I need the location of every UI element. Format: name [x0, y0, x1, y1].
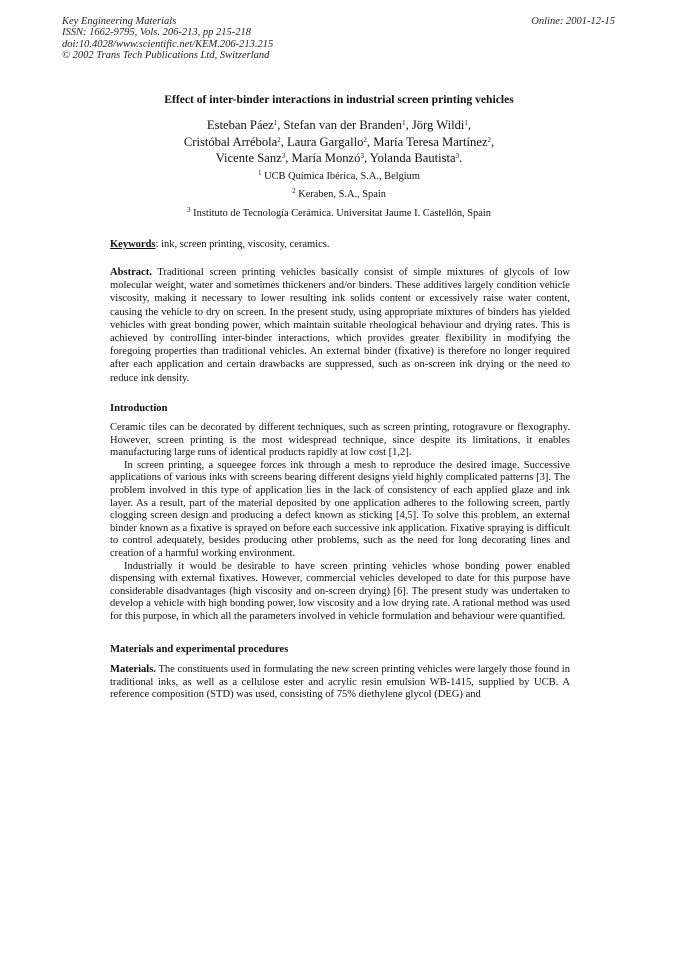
keywords-text: ink, screen printing, viscosity, ceramics.	[161, 239, 330, 250]
affiliation-1	[0, 171, 678, 182]
affiliation-text: Keraben, S.A., Spain	[298, 189, 386, 200]
abstract-label: Abstract.	[110, 267, 152, 278]
author-name: Laura Gargallo	[287, 134, 364, 149]
author-separator: ,	[490, 134, 495, 149]
author-separator: ,	[467, 118, 472, 132]
author-affil-mark: 3	[281, 152, 286, 160]
author-separator: ,	[280, 134, 288, 149]
author-name: María Teresa Martínez	[373, 134, 488, 149]
materials-heading: Materials and experimental procedures	[110, 644, 289, 655]
author-separator: .	[459, 151, 463, 165]
journal-name: Key Engineering Materials	[62, 16, 177, 27]
author-name: Esteban Páez	[206, 118, 274, 132]
affiliation-mark: 3	[187, 206, 191, 214]
introduction-paragraph-1: Ceramic tiles can be decorated by different techniques, such as screen printing, rotogravure or flexography. However, screen printing is the most widespread technique, since despite its limitations, it enables manufacturing large runs of identical products rapidly at low cost [1,2].	[110, 422, 570, 459]
author-list	[0, 117, 678, 167]
affiliation-mark: 2	[292, 187, 296, 195]
materials-paragraph	[110, 664, 570, 702]
paper-title: Effect of inter-binder interactions in industrial screen printing vehicles	[164, 93, 514, 106]
materials-label: Materials.	[110, 664, 156, 675]
materials-body	[110, 664, 570, 702]
author-separator: ,	[405, 118, 412, 132]
copyright-line: © 2002 Trans Tech Publications Ltd, Switzerland	[62, 49, 270, 61]
online-date: Online: 2001-12-15	[531, 16, 615, 27]
author-affil-mark: 1	[464, 119, 468, 127]
author-name: Yolanda Bautista	[369, 151, 456, 165]
keywords-line	[110, 239, 330, 250]
author-name: Vicente Sanz	[215, 151, 282, 165]
keywords-colon: :	[155, 239, 159, 250]
author-name: Cristóbal Arrébola	[183, 134, 278, 149]
affiliation-text: UCB Química Ibérica, S.A., Belgium	[264, 171, 420, 182]
author-affil-mark: 2	[487, 135, 491, 144]
author-name: María Monzó	[291, 151, 361, 165]
introduction-heading: Introduction	[110, 403, 168, 414]
introduction-paragraph-3: Industrially it would be desirable to have screen printing vehicles whose bonding power enabled dispensing with external fixatives. However, commercial vehicles developed to date for this purpose have considerable disadvantages (high viscosity and on-screen drying) [6]. The present study was undertaken to develop a vehicle with high bonding power, low viscosity and a low drying rate. A rational method was used for this purpose, in which all the parameters involved in vehicle formulation and behaviour were quantified.	[110, 560, 570, 622]
journal-header	[62, 16, 273, 61]
author-name: Stefan van der Branden	[283, 118, 403, 132]
abstract-block	[110, 266, 570, 385]
author-name: Jörg Wildi	[411, 118, 465, 132]
author-affil-mark: 3	[360, 152, 364, 160]
affiliation-2	[0, 189, 678, 200]
doi-link[interactable]: doi:10.4028/www.scientific.net/KEM.206-213.215	[62, 38, 274, 50]
author-affil-mark: 2	[277, 135, 281, 144]
introduction-paragraph-2: In screen printing, a squeegee forces ink through a mesh to reproduce the desired image. Successive applications of various inks with screens bearing different designs yield highly complicated patterns [3]. The problem involved in this type of application lies in the lack of consistency of each applied glaze and ink layer. As a result, part of the material deposited by one application adheres to the following screen, partly clogging screen design and producing a defect known as sticking [4,5]. To solve this problem, an external binder known as a fixative is sprayed on before each successive ink application. Fixative spraying is difficult to control adequately, besides producing other problems, such as the need for long decorating lines and creation of a harmful working environment.	[110, 459, 570, 559]
author-line	[0, 134, 678, 151]
keywords-label: Keywords	[110, 239, 156, 250]
affiliation-text: Instituto de Tecnología Cerámica. Universitat Jaume I. Castellón, Spain	[193, 208, 491, 219]
affiliation-mark: 1	[258, 169, 262, 177]
author-separator: ,	[363, 151, 370, 165]
author-separator: ,	[277, 118, 284, 132]
abstract-text: Traditional screen printing vehicles basically consist of simple mixtures of glycols of low molecular weight, water and sometimes thickeners and/or binders. These additives largely condition vehicle viscosity, making it necessary to lower resulting ink solids content or excessively raise water content, causing the vehicle to dry on screen. In the present study, using appropriate mixtures of binders has yielded vehicles with great bonding power, which maintain suitable rheological behaviour and drying rates. This is achieved by controlling inter-binder interactions, which provides greater flexibility in modifying the foregoing properties than traditional vehicles. An external binder (fixative) is therefore no longer required after each application and certain drawbacks are suppressed, such as on-screen ink drying or the need to reduce ink density.	[110, 267, 570, 384]
author-separator: ,	[285, 151, 292, 165]
author-separator: ,	[366, 134, 374, 149]
author-line	[0, 117, 678, 134]
affiliation-3	[0, 208, 678, 219]
issn-line: ISSN: 1662-9795, Vols. 206-213, pp 215-218	[62, 27, 251, 39]
author-affil-mark: 3	[455, 152, 460, 160]
author-affil-mark: 2	[363, 135, 367, 144]
author-line	[0, 150, 678, 167]
author-affil-mark: 1	[402, 119, 406, 127]
introduction-body	[110, 422, 570, 624]
materials-text: The constituents used in formulating the new screen printing vehicles were largely those found in traditional inks, as well as a cellulose ester and acrylic resin emulsion WB-1415, supplied by UCB. A reference composition (STD) was used, consisting of 75% diethylene glycol (DEG) and	[110, 664, 570, 701]
author-affil-mark: 1	[273, 119, 278, 127]
